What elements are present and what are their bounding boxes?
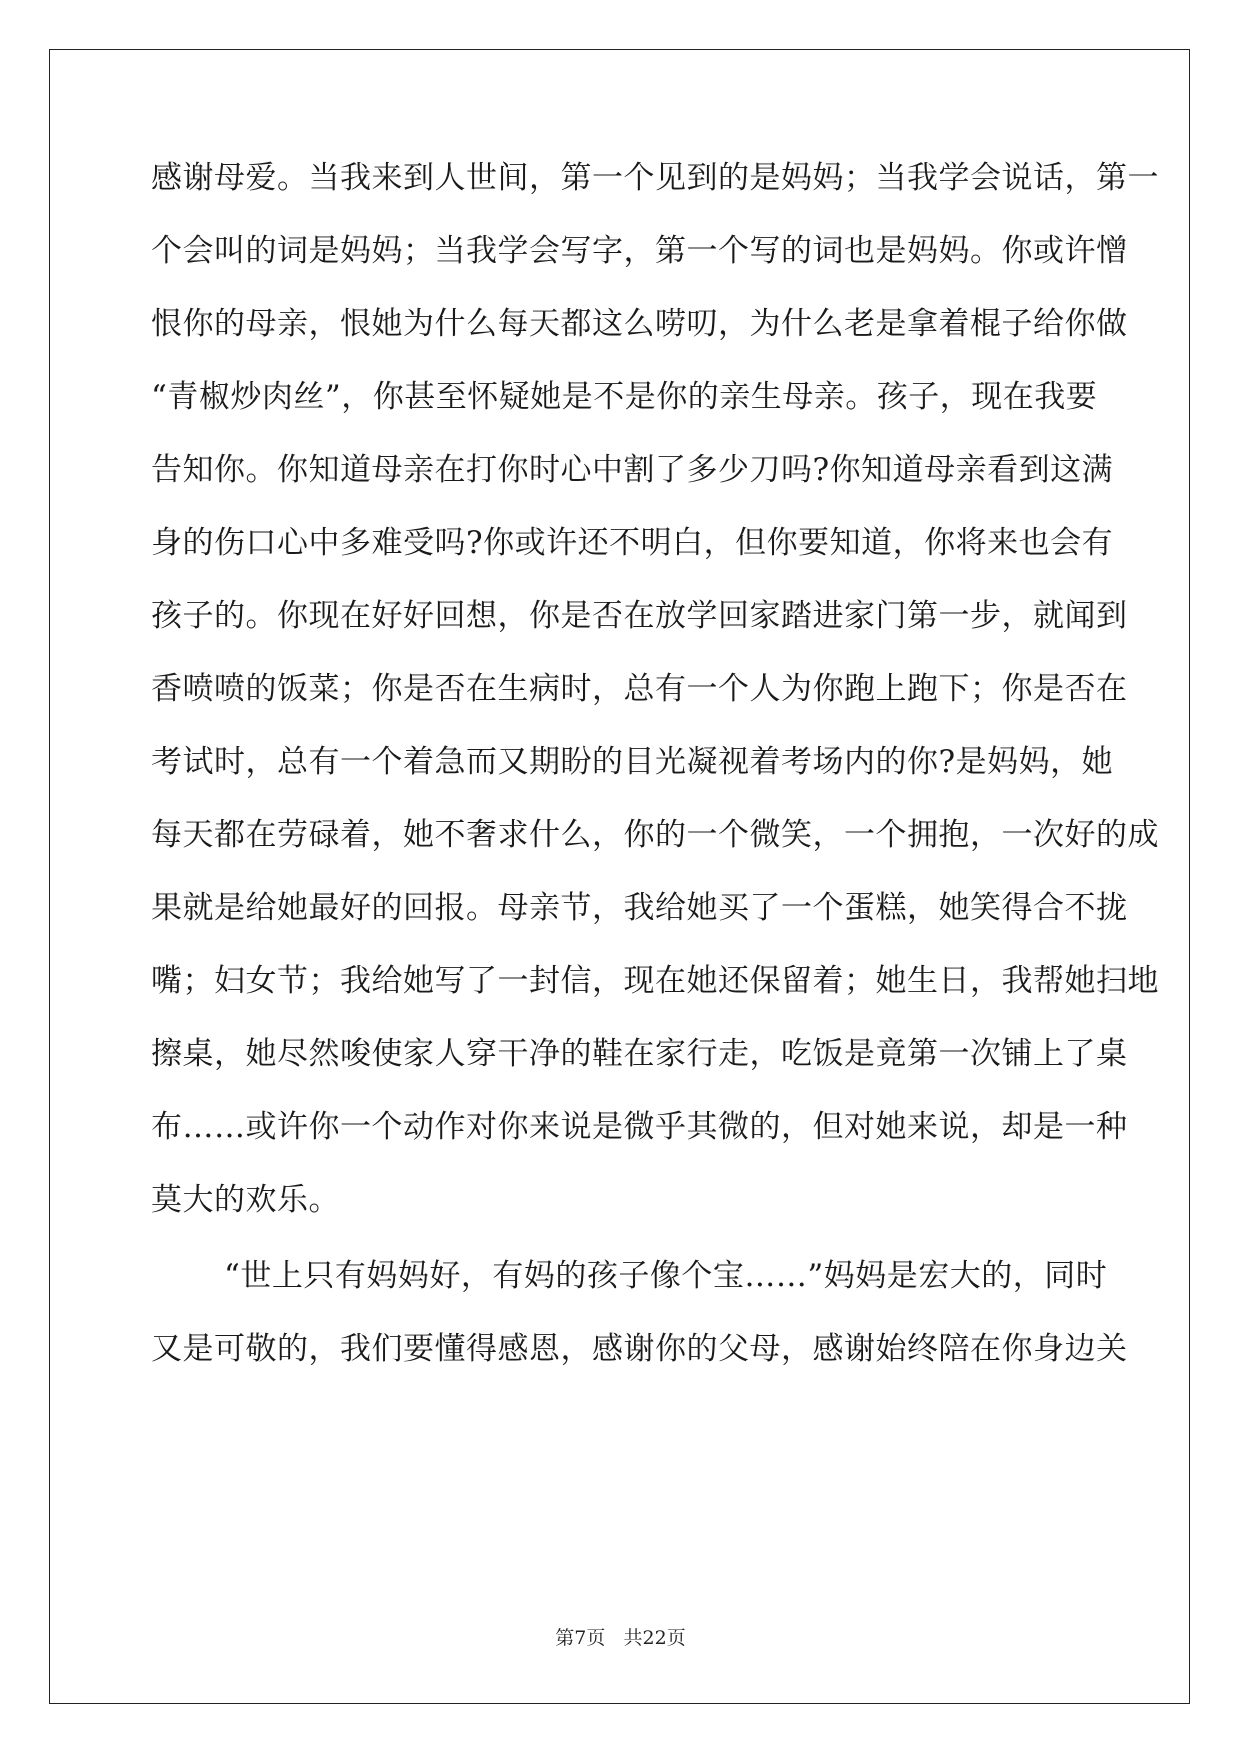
text-line: “青椒炒肉丝”，你甚至怀疑她是不是你的亲生母亲。孩子，现在我要 [151, 379, 1098, 415]
text-line: 布……或许你一个动作对你来说是微乎其微的，但对她来说，却是一种 [151, 1109, 1128, 1145]
page-footer [0, 1626, 1241, 1650]
text-line: 个会叫的词是妈妈；当我学会写字，第一个写的词也是妈妈。你或许憎 [151, 233, 1128, 269]
page-number: 第7页 [555, 1627, 606, 1649]
text-line: 擦桌，她尽然唆使家人穿干净的鞋在家行走，吃饭是竟第一次铺上了桌 [151, 1036, 1128, 1072]
text-line: 嘴；妇女节；我给她写了一封信，现在她还保留着；她生日，我帮她扫地 [151, 963, 1159, 999]
text-line: 果就是给她最好的回报。母亲节，我给她买了一个蛋糕，她笑得合不拢 [151, 890, 1128, 926]
text-line: 又是可敬的，我们要懂得感恩，感谢你的父母，感谢始终陪在你身边关 [151, 1331, 1128, 1367]
text-line: 恨你的母亲，恨她为什么每天都这么唠叨，为什么老是拿着棍子给你做 [151, 306, 1128, 342]
text-line: 孩子的。你现在好好回想，你是否在放学回家踏进家门第一步，就闻到 [151, 598, 1128, 634]
text-line: 身的伤口心中多难受吗?你或许还不明白，但你要知道，你将来也会有 [151, 525, 1114, 561]
page-border [49, 49, 1190, 1704]
text-line: 每天都在劳碌着，她不奢求什么，你的一个微笑，一个拥抱，一次好的成 [151, 817, 1159, 853]
text-line: 莫大的欢乐。 [151, 1182, 340, 1218]
page-total: 共22页 [623, 1627, 686, 1649]
text-line: 感谢母爱。当我来到人世间，第一个见到的是妈妈；当我学会说话，第一 [151, 160, 1159, 196]
text-line: 告知你。你知道母亲在打你时心中割了多少刀吗?你知道母亲看到这满 [151, 452, 1114, 488]
text-line: 考试时，总有一个着急而又期盼的目光凝视着考场内的你?是妈妈，她 [151, 744, 1114, 780]
text-line: 香喷喷的饭菜；你是否在生病时，总有一个人为你跑上跑下；你是否在 [151, 671, 1128, 707]
text-line: “世上只有妈妈好，有妈的孩子像个宝……”妈妈是宏大的，同时 [224, 1258, 1108, 1294]
